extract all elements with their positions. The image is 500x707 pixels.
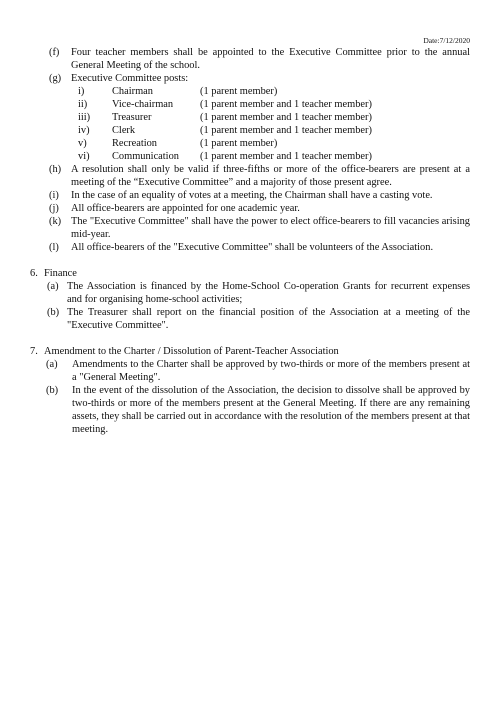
post-number: iii): [78, 112, 91, 123]
post-name: Chairman: [112, 86, 153, 97]
clause-f: [30, 46, 470, 72]
clause-label: (f): [49, 47, 60, 58]
amendment-clause-b: [30, 384, 470, 436]
post-members: (1 parent member and 1 teacher member): [200, 151, 372, 162]
clause-label: (g): [49, 73, 62, 84]
clause-label: (l): [49, 242, 59, 253]
clause-text: In the case of an equality of votes at a meeting, the Chairman shall have a casting vote.: [71, 190, 433, 201]
post-number: i): [78, 86, 85, 97]
clause-text: The "Executive Committee" shall have the power to elect office-bearers to fill vacancies arising mid-year.: [71, 216, 470, 240]
clause-l: [30, 241, 470, 254]
post-name: Recreation: [112, 138, 158, 149]
clause-j: [30, 202, 470, 215]
clause-text: Four teacher members shall be appointed to the Executive Committee prior to the annual General Meeting of the school.: [71, 47, 470, 71]
section-title: Amendment to the Charter / Dissolution of Parent-Teacher Association: [44, 346, 339, 357]
post-members: (1 parent member): [200, 86, 278, 97]
post-name: Vice-chairman: [112, 99, 174, 110]
section-title: Finance: [44, 268, 77, 279]
clause-h: [30, 163, 470, 189]
post-name: Treasurer: [112, 112, 152, 123]
post-number: v): [78, 138, 87, 149]
section-heading-amendment: [30, 345, 470, 358]
post-number: ii): [78, 99, 88, 110]
section-heading-finance: [30, 267, 470, 280]
document-date: Date:7/12/2020: [423, 36, 470, 45]
post-members: (1 parent member and 1 teacher member): [200, 125, 372, 136]
clause-label: (b): [46, 385, 59, 396]
post-number: vi): [78, 151, 90, 162]
clause-i: [30, 189, 470, 202]
post-row: [78, 124, 470, 137]
clause-text: Executive Committee posts:: [71, 73, 189, 84]
clause-label: (k): [49, 216, 62, 227]
clause-label: (j): [49, 203, 59, 214]
finance-clause-b: [30, 306, 470, 332]
clause-label: (a): [46, 359, 58, 370]
clause-text: The Association is financed by the Home-School Co-operation Grants for recurrent expenses and for organising home-school activities;: [67, 281, 470, 305]
clause-label: (a): [47, 281, 59, 292]
post-members: (1 parent member and 1 teacher member): [200, 112, 372, 123]
post-row: [78, 98, 470, 111]
clause-text: Amendments to the Charter shall be approved by two-thirds or more of the members present at a "General Meeting".: [72, 359, 470, 383]
clause-text: In the event of the dissolution of the Association, the decision to dissolve shall be approved by two-thirds or more of the members present at the General Meeting. If there are any remaining assets, they shall be carried out in accordance with the resolution of the members present at that meeting.: [72, 385, 470, 435]
clause-label: (b): [47, 307, 60, 318]
post-row: [78, 85, 470, 98]
post-members: (1 parent member and 1 teacher member): [200, 99, 372, 110]
post-members: (1 parent member): [200, 138, 278, 149]
section-number: 7.: [30, 346, 38, 357]
post-number: iv): [78, 125, 90, 136]
committee-posts-list: [78, 85, 470, 163]
clause-g: [30, 72, 470, 85]
post-row: [78, 111, 470, 124]
amendment-clause-a: [30, 358, 470, 384]
post-name: Clerk: [112, 125, 136, 136]
clause-k: [30, 215, 470, 241]
clause-label: (i): [49, 190, 59, 201]
clause-text: The Treasurer shall report on the financial position of the Association at a meeting of the "Executive Committee".: [67, 307, 470, 331]
post-name: Communication: [112, 151, 179, 162]
clause-label: (h): [49, 164, 62, 175]
document-body: [30, 46, 470, 436]
finance-clause-a: [30, 280, 470, 306]
clause-text: All office-bearers are appointed for one academic year.: [71, 203, 300, 214]
post-row: [78, 150, 470, 163]
section-number: 6.: [30, 268, 38, 279]
post-row: [78, 137, 470, 150]
clause-text: All office-bearers of the "Executive Committee" shall be volunteers of the Association.: [71, 242, 434, 253]
clause-text: A resolution shall only be valid if three-fifths or more of the office-bearers are present at a meeting of the “Executive Committee” and a majority of those present agree.: [71, 164, 470, 188]
